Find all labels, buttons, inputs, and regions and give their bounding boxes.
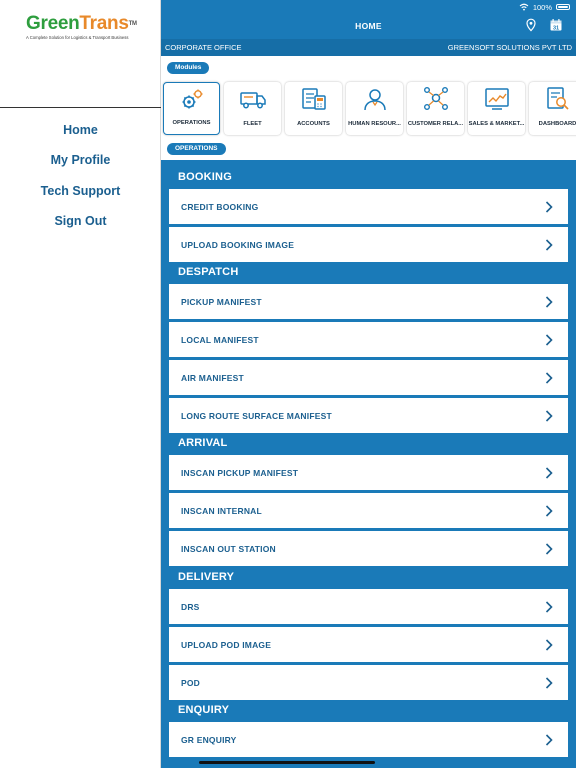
calendar-icon[interactable]: [549, 18, 563, 32]
chevron-right-icon: [544, 504, 554, 518]
module-label: OPERATIONS: [172, 120, 211, 126]
list-item-local-manifest[interactable]: [169, 322, 568, 357]
logo-trademark: TM: [128, 21, 137, 27]
list-item-label: INSCAN OUT STATION: [181, 543, 276, 554]
module-human-resources[interactable]: [346, 82, 403, 135]
module-fleet[interactable]: [224, 82, 281, 135]
report-search-icon: [544, 85, 572, 113]
list-item-label: UPLOAD POD IMAGE: [181, 639, 272, 650]
nav-tech-support[interactable]: Tech Support: [40, 183, 121, 198]
chevron-right-icon: [544, 733, 554, 747]
gears-icon: [178, 86, 206, 114]
list-item-label: PICKUP MANIFEST: [181, 296, 262, 307]
list-item-label: LOCAL MANIFEST: [181, 334, 259, 345]
chevron-right-icon: [544, 238, 554, 252]
battery-icon: [556, 4, 570, 11]
list-item-label: POD: [181, 677, 201, 688]
chevron-right-icon: [544, 371, 554, 385]
wifi-icon: [519, 3, 529, 11]
app-header: [161, 12, 576, 39]
list-item-label: INSCAN PICKUP MANIFEST: [181, 467, 299, 478]
list-item-inscan-internal[interactable]: [169, 493, 568, 528]
chevron-right-icon: [544, 676, 554, 690]
battery-percent: 100%: [532, 2, 552, 12]
module-accounts[interactable]: [285, 82, 342, 135]
nav-sign-out[interactable]: Sign Out: [54, 214, 107, 229]
chevron-right-icon: [544, 409, 554, 423]
module-dashboard[interactable]: [529, 82, 576, 135]
chevron-right-icon: [544, 295, 554, 309]
list-item-label: CREDIT BOOKING: [181, 201, 259, 212]
module-label: ACCOUNTS: [297, 121, 330, 127]
logo-text-green: Green: [26, 13, 80, 34]
modules-row: [163, 82, 576, 136]
truck-icon: [239, 85, 267, 113]
module-label: FLEET: [243, 121, 262, 127]
section-title-booking: BOOKING: [178, 171, 232, 183]
nav-my-profile[interactable]: My Profile: [50, 153, 111, 168]
module-sales-marketing[interactable]: [468, 82, 525, 135]
network-icon: [422, 85, 450, 113]
list-item-label: INSCAN INTERNAL: [181, 505, 262, 516]
list-item-credit-booking[interactable]: [169, 189, 568, 224]
list-item-pod[interactable]: [169, 665, 568, 700]
sidebar-divider: [0, 107, 161, 108]
list-item-long-route-surface-manifest[interactable]: [169, 398, 568, 433]
office-name: CORPORATE OFFICE: [165, 43, 242, 52]
list-item-label: UPLOAD BOOKING IMAGE: [181, 239, 295, 250]
current-module-label: OPERATIONS: [167, 143, 226, 155]
section-title-arrival: ARRIVAL: [178, 437, 228, 449]
location-pin-icon[interactable]: [524, 18, 538, 32]
module-label: CUSTOMER RELA...: [407, 121, 464, 127]
list-item-upload-pod-image[interactable]: [169, 627, 568, 662]
chevron-right-icon: [544, 200, 554, 214]
page-title: HOME: [355, 21, 382, 31]
module-label: HUMAN RESOUR...: [348, 121, 401, 127]
list-item-label: AIR MANIFEST: [181, 372, 244, 383]
chevron-right-icon: [544, 542, 554, 556]
office-bar: [161, 39, 576, 56]
person-icon: [361, 85, 389, 113]
modules-area: [161, 56, 576, 160]
operations-list: [161, 160, 576, 768]
growth-chart-icon: [483, 85, 511, 113]
list-item-inscan-out-station[interactable]: [169, 531, 568, 566]
home-indicator[interactable]: [199, 761, 375, 764]
chevron-right-icon: [544, 638, 554, 652]
list-item-drs[interactable]: [169, 589, 568, 624]
calendar-day: 31: [552, 25, 560, 32]
list-item-label: GR ENQUIRY: [181, 734, 237, 745]
main-panel: [161, 0, 576, 768]
list-item-air-manifest[interactable]: [169, 360, 568, 395]
section-title-enquiry: ENQUIRY: [178, 704, 230, 716]
section-title-delivery: DELIVERY: [178, 571, 235, 583]
accounts-icon: [300, 85, 328, 113]
list-item-upload-booking-image[interactable]: [169, 227, 568, 262]
modules-label: Modules: [167, 62, 209, 74]
sidebar-nav: [0, 120, 161, 242]
logo-text-orange: Trans: [79, 13, 129, 34]
module-customer-relations[interactable]: [407, 82, 464, 135]
list-item-label: LONG ROUTE SURFACE MANIFEST: [181, 410, 332, 421]
sidebar: [0, 0, 161, 768]
list-item-gr-enquiry[interactable]: [169, 722, 568, 757]
logo-tagline: A Complete Solution for Logistics & Transport Business: [26, 35, 129, 40]
company-name: GREENSOFT SOLUTIONS PVT LTD: [447, 43, 572, 52]
chevron-right-icon: [544, 466, 554, 480]
greentrans-logo: [26, 14, 146, 46]
list-item-label: DRS: [181, 601, 200, 612]
nav-home[interactable]: Home: [63, 123, 98, 137]
module-operations[interactable]: [163, 82, 220, 135]
module-label: DASHBOARD: [538, 121, 576, 127]
section-title-despatch: DESPATCH: [178, 266, 239, 278]
chevron-right-icon: [544, 333, 554, 347]
list-item-pickup-manifest[interactable]: [169, 284, 568, 319]
list-item-inscan-pickup-manifest[interactable]: [169, 455, 568, 490]
chevron-right-icon: [544, 600, 554, 614]
module-label: SALES & MARKET...: [468, 121, 525, 127]
